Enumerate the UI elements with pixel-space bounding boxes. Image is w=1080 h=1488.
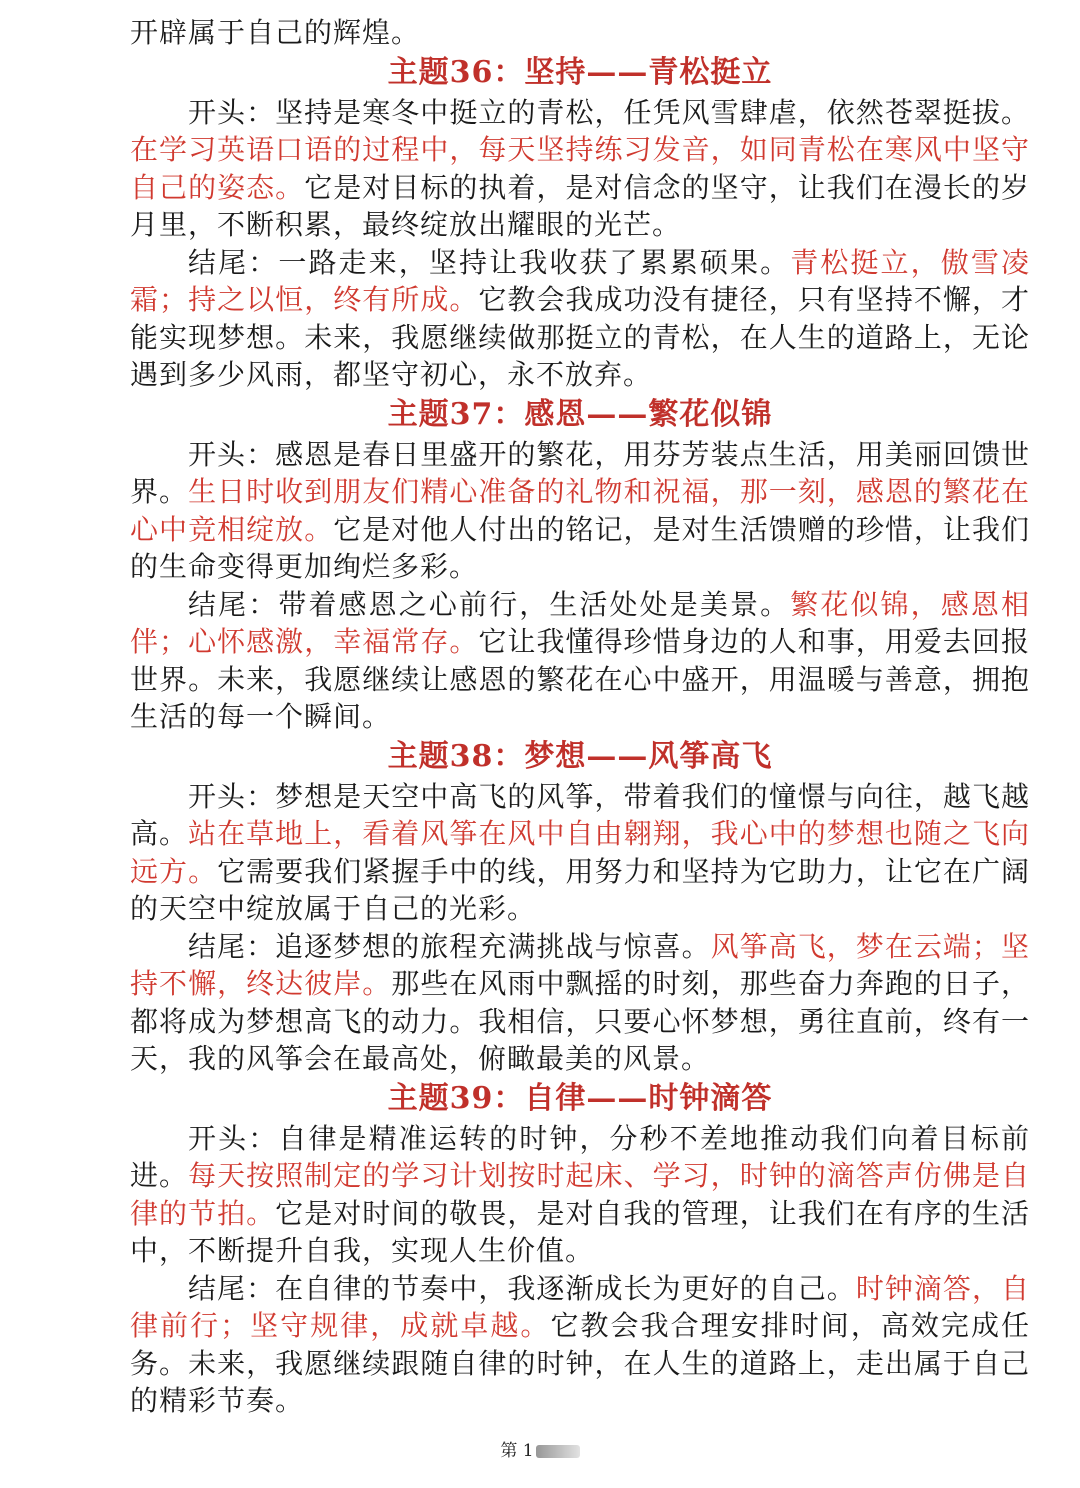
ending-highlight: 繁花似锦，感恩相伴；心怀感激，幸福常存。	[130, 587, 1030, 658]
opening-highlight: 站在草地上，看着风筝在风中自由翱翔，我心中的梦想也随之飞向远方。	[130, 817, 1030, 888]
ending-text-continued: 那些在风雨中飘摇的时刻，那些奋力奔跑的日子，都将成为梦想高飞的动力。我相信，只要心怀梦想，勇往直前，终有一天，我的风筝会在最高处，俯瞰最美的风景。	[130, 967, 1030, 1075]
redacted-page-number-blur	[536, 1445, 580, 1458]
theme-section-38	[130, 736, 1030, 1078]
ending-text: 结尾：在自律的节奏中，我逐渐成长为更好的自己。	[188, 1271, 856, 1305]
ending-text: 结尾：带着感恩之心前行，生活处处是美景。	[188, 587, 791, 621]
opening-text-continued: 它是对目标的执着，是对信念的坚守，让我们在漫长的岁月里，不断积累，最终绽放出耀眼的光芒。	[130, 170, 1030, 241]
opening-text: 开头：自律是精准运转的时钟，分秒不差地推动我们向着目标前进。	[130, 1121, 1030, 1192]
opening-text: 开头：梦想是天空中高飞的风筝，带着我们的憧憬与向往，越飞越高。	[130, 779, 1030, 850]
section-title: 主题36：坚持——青松挺立	[387, 54, 773, 90]
opening-paragraph	[130, 1120, 1030, 1270]
ending-paragraph	[130, 1270, 1030, 1420]
theme-section-37	[130, 394, 1030, 736]
opening-highlight: 生日时收到朋友们精心准备的礼物和祝福，那一刻，感恩的繁花在心中竞相绽放。	[130, 475, 1030, 546]
ending-text-continued: 它教会我合理安排时间，高效完成任务。未来，我愿继续跟随自律的时钟，在人生的道路上，走出属于自己的精彩节奏。	[130, 1309, 1030, 1417]
ending-highlight: 青松挺立，傲雪凌霜；持之以恒，终有所成。	[130, 245, 1030, 316]
section-title: 主题37：感恩——繁花似锦	[387, 396, 773, 432]
opening-highlight: 每天按照制定的学习计划按时起床、学习，时钟的滴答声仿佛是自律的节拍。	[130, 1159, 1030, 1230]
section-title: 主题39：自律——时钟滴答	[387, 1080, 773, 1116]
ending-text: 结尾：追逐梦想的旅程充满挑战与惊喜。	[188, 929, 711, 963]
opening-paragraph	[130, 436, 1030, 586]
ending-highlight: 风筝高飞，梦在云端；坚持不懈，终达彼岸。	[130, 929, 1030, 1000]
ending-paragraph	[130, 244, 1030, 394]
ending-text-continued: 它教会我成功没有捷径，只有坚持不懈，才能实现梦想。未来，我愿继续做那挺立的青松，在人生的道路上，无论遇到多少风雨，都坚守初心，永不放弃。	[130, 283, 1030, 391]
opening-text: 开头：坚持是寒冬中挺立的青松，任凭风雪肆虐，依然苍翠挺拔。	[188, 95, 1030, 129]
theme-section-36	[130, 52, 1030, 394]
ending-highlight: 时钟滴答，自律前行；坚守规律，成就卓越。	[130, 1271, 1030, 1342]
opening-highlight: 在学习英语口语的过程中，每天坚持练习发音，如同青松在寒风中坚守自己的姿态。	[130, 133, 1030, 204]
ending-paragraph	[130, 586, 1030, 736]
intro-tail-paragraph: 开辟属于自己的辉煌。	[130, 16, 421, 49]
ending-paragraph	[130, 928, 1030, 1078]
section-title: 主题38：梦想——风筝高飞	[387, 738, 773, 774]
theme-section-39	[130, 1078, 1030, 1420]
opening-text: 开头：感恩是春日里盛开的繁花，用芬芳装点生活，用美丽回馈世界。	[130, 437, 1030, 508]
page-footer	[0, 1441, 1080, 1461]
opening-paragraph	[130, 778, 1030, 928]
page-number: 第 1	[500, 1441, 534, 1461]
opening-paragraph	[130, 94, 1030, 244]
opening-text-continued: 它是对他人付出的铭记，是对生活馈赠的珍惜，让我们的生命变得更加绚烂多彩。	[130, 512, 1030, 583]
ending-text-continued: 它让我懂得珍惜身边的人和事，用爱去回报世界。未来，我愿继续让感恩的繁花在心中盛开，用温暖与善意，拥抱生活的每一个瞬间。	[130, 625, 1030, 733]
document-page	[130, 14, 1030, 1420]
ending-text: 结尾：一路走来，坚持让我收获了累累硕果。	[188, 245, 791, 279]
opening-text-continued: 它是对时间的敬畏，是对自我的管理，让我们在有序的生活中，不断提升自我，实现人生价值。	[130, 1196, 1030, 1267]
opening-text-continued: 它需要我们紧握手中的线，用努力和坚持为它助力，让它在广阔的天空中绽放属于自己的光彩。	[130, 854, 1030, 925]
